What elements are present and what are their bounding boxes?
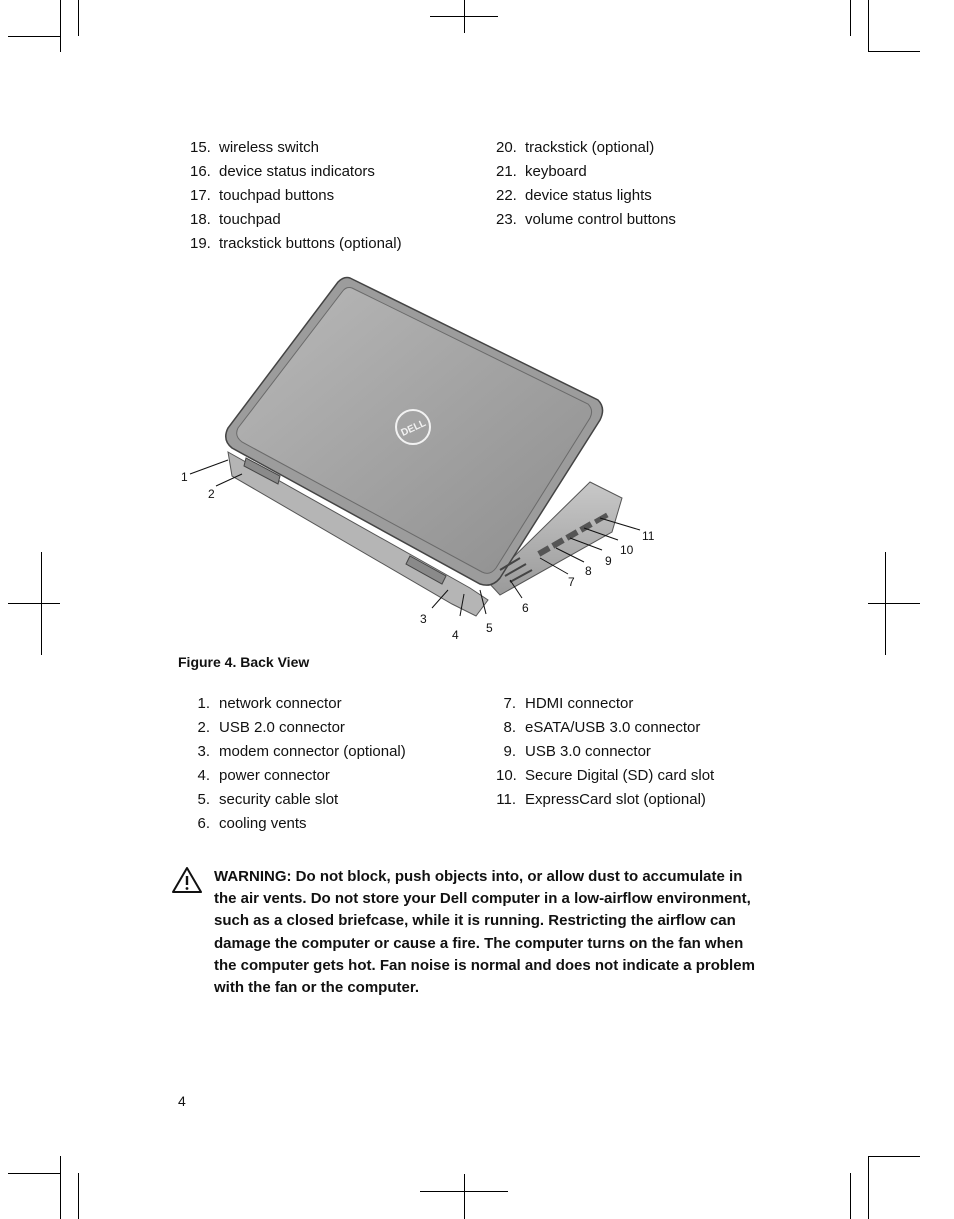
callout-2: 2 xyxy=(208,487,215,501)
list-item: 18. touchpad xyxy=(190,211,281,228)
list-item: 16. device status indicators xyxy=(190,163,375,180)
laptop-back-view-figure xyxy=(170,270,670,645)
list-item: 22. device status lights xyxy=(496,187,652,204)
top-list-right xyxy=(496,136,796,232)
svg-text:DELL: DELL xyxy=(399,417,428,439)
list-item: 4. power connector xyxy=(197,767,330,784)
list-item: 19. trackstick buttons (optional) xyxy=(190,235,402,252)
callout-6: 6 xyxy=(522,601,529,615)
top-list-left xyxy=(190,136,490,256)
list-item: 6. cooling vents xyxy=(197,815,307,832)
callout-9: 9 xyxy=(605,554,612,568)
list-item: 5. security cable slot xyxy=(197,791,339,808)
warning-text: WARNING: Do not block, push objects into, or allow dust to accumulate in the air vents. Do not store your Dell computer in a low-airflow environment, such as a closed briefcase, while it is running. Restricting the airflow can damage the computer or cause a fire. The computer turns on the fan when the computer gets hot. Fan noise is normal and does not indicate a problem with the fan or the computer. xyxy=(214,868,755,997)
list-item: 1. network connector xyxy=(197,695,342,712)
list-item: 11. ExpressCard slot (optional) xyxy=(496,791,706,808)
callout-8: 8 xyxy=(585,564,592,578)
list-item: 20. trackstick (optional) xyxy=(496,139,655,156)
callout-3: 3 xyxy=(420,612,427,626)
list-item: 3. modem connector (optional) xyxy=(197,743,406,760)
callout-4: 4 xyxy=(452,628,459,642)
bottom-list-left xyxy=(190,692,490,836)
list-item: 23. volume control buttons xyxy=(496,211,676,228)
warning-triangle-icon xyxy=(171,866,203,894)
callout-11: 11 xyxy=(642,529,655,543)
callout-10: 10 xyxy=(620,543,634,557)
page-number: 4 xyxy=(178,1093,186,1109)
list-item: 21. keyboard xyxy=(496,163,587,180)
list-item: 8. eSATA/USB 3.0 connector xyxy=(503,719,701,736)
list-item: 17. touchpad buttons xyxy=(190,187,335,204)
list-item: 15. wireless switch xyxy=(190,139,320,156)
callout-5: 5 xyxy=(486,621,493,635)
callout-1: 1 xyxy=(181,470,188,484)
bottom-list-right xyxy=(496,692,796,812)
figure-caption: Figure 4. Back View xyxy=(178,654,310,670)
list-item: 10. Secure Digital (SD) card slot xyxy=(496,767,715,784)
callout-7: 7 xyxy=(568,575,575,589)
list-item: 2. USB 2.0 connector xyxy=(197,719,345,736)
list-item: 9. USB 3.0 connector xyxy=(503,743,651,760)
list-item: 7. HDMI connector xyxy=(503,695,634,712)
